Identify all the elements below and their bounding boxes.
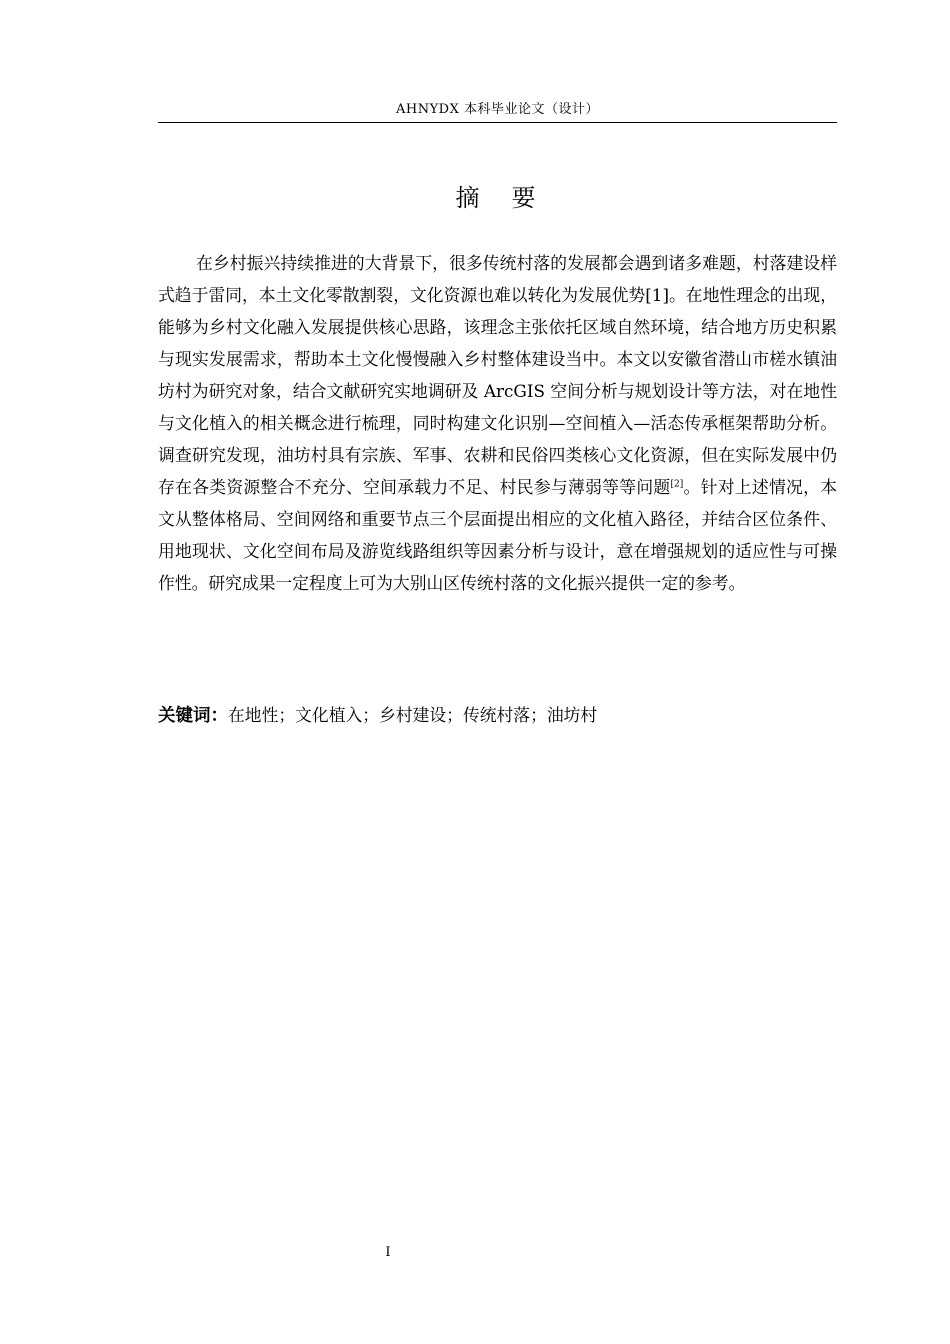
abstract-text-part2: 。针对上述情况，本文从整体格局、空间网络和重要节点三个层面提出相应的文化植入路径，并结合区位条件、用地现状、文化空间布局及游览线路组织等因素分析与设计，意在增强规划的适应性与可操作性。研究成果一定程度上可为大别山区传统村落的文化振兴提供一定的参考。	[158, 477, 837, 593]
header-rule	[158, 122, 837, 123]
keywords-text: 在地性；文化植入；乡村建设；传统村落；油坊村	[228, 705, 598, 725]
keywords-line	[158, 700, 837, 731]
keywords-label: 关键词：	[158, 706, 228, 726]
citation-marker: [2]	[670, 479, 684, 490]
page-title: 摘 要	[455, 184, 540, 212]
abstract-text-part1: 在乡村振兴持续推进的大背景下，很多传统村落的发展都会遇到诸多难题，村落建设样式趋于雷同，本土文化零散割裂，文化资源也难以转化为发展优势[1]。在地性理念的出现，能够为乡村文化融入发展提供核心思路，该理念主张依托区域自然环境，结合地方历史积累与现实发展需求，帮助本土文化慢慢融入乡村整体建设当中。本文以安徽省潜山市槎水镇油坊村为研究对象，结合文献研究实地调研及 ArcGIS 空间分析与规划设计等方法，对在地性与文化植入的相关概念进行梳理，同时构建文化识别—空间植入—活态传承框架帮助分析。调查研究发现，油坊村具有宗族、军事、农耕和民俗四类核心文化资源，但在实际发展中仍存在各类资源整合不充分、空间承载力不足、村民参与薄弱等等问题	[158, 253, 837, 497]
abstract-paragraph	[158, 247, 837, 599]
running-header: AHNYDX 本科毕业论文（设计）	[396, 102, 599, 117]
page-number: I	[385, 1245, 391, 1260]
